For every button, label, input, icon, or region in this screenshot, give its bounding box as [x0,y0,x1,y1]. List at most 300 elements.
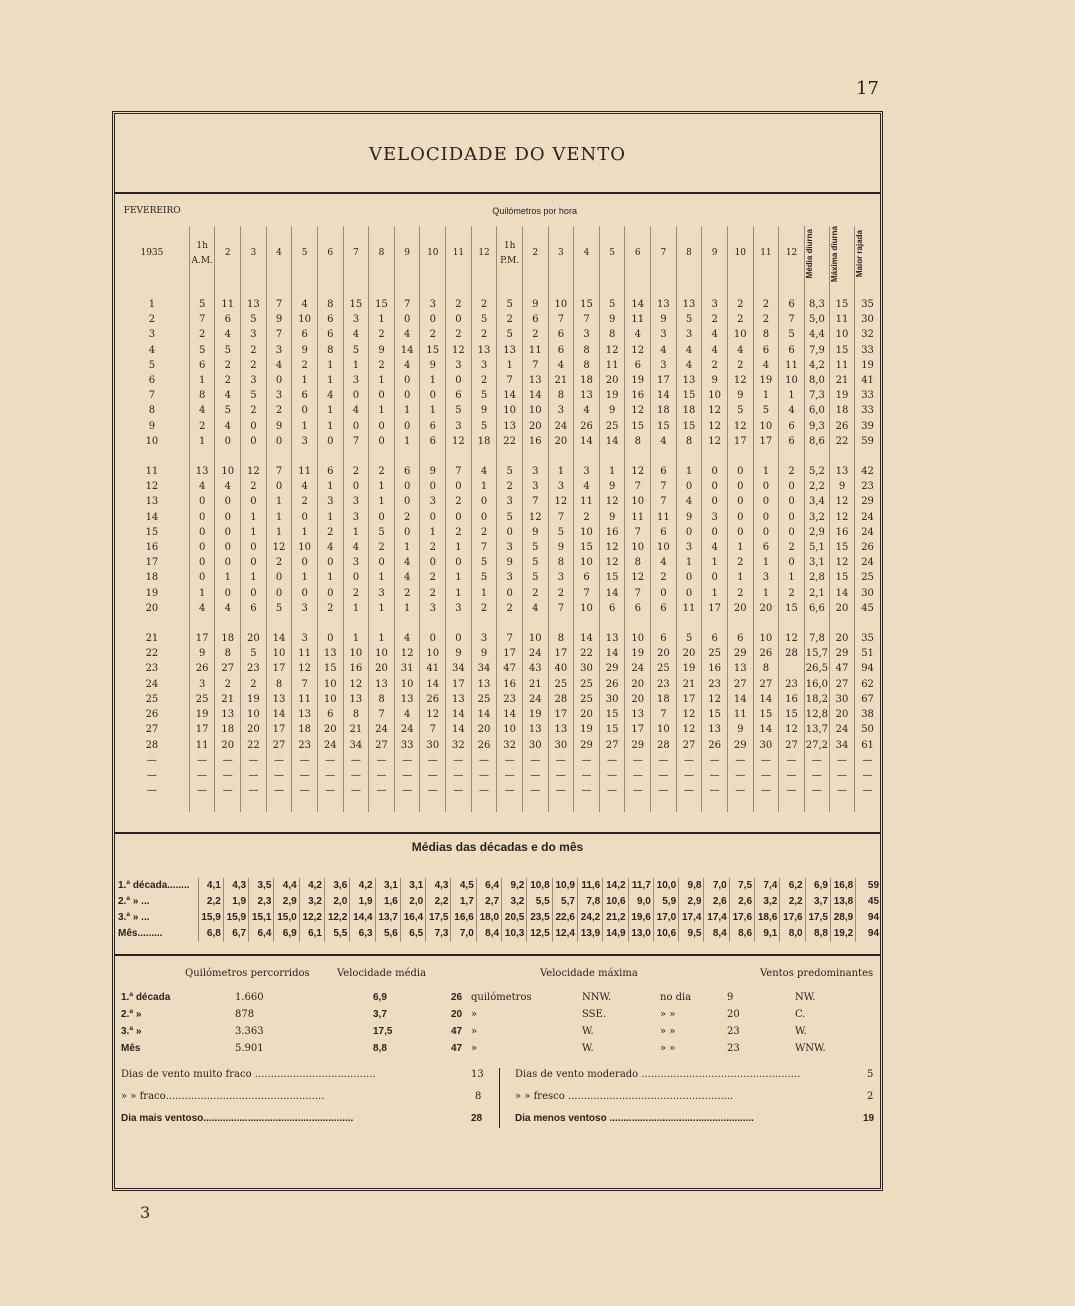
value-cell: 13 [317,646,343,661]
value-cell: 16 [599,525,625,540]
value-cell: 13 [522,722,548,737]
value-cell: 2 [779,586,805,601]
value-cell: 9 [420,358,446,373]
value-cell: 19 [599,388,625,403]
value-cell: 4 [394,631,420,646]
value-cell: 3 [266,388,292,403]
value-cell: 18 [215,631,241,646]
value-cell: 3 [266,343,292,358]
medias-value: 7,0 [704,878,729,894]
value-cell: 2 [446,525,472,540]
value-cell [779,661,805,676]
value-cell: 35 [855,631,880,646]
value-cell: 4 [215,601,241,616]
value-cell: 2 [266,403,292,418]
value-cell: 1 [369,631,395,646]
value-cell: 2 [266,555,292,570]
value-cell: 4 [574,403,600,418]
value-cell: 0 [702,525,728,540]
value-cell: 19 [625,646,651,661]
value-cell: 2 [727,312,753,327]
value-cell: 12 [599,494,625,509]
value-cell: 22 [497,434,523,449]
value-cell: 40 [548,661,574,676]
value-cell: 2 [215,373,241,388]
medias-value: 9,8 [679,878,704,894]
value-cell: 12 [599,555,625,570]
value-cell: 3 [343,494,369,509]
value-cell: 13 [702,722,728,737]
value-cell: 18 [574,373,600,388]
value-cell: 8 [574,358,600,373]
value-cell: 6 [625,601,651,616]
medias-value: 6,4 [249,926,274,942]
value-cell: 0 [727,525,753,540]
value-cell: 12,8 [804,707,829,722]
value-cell: 20 [727,601,753,616]
medias-value: 6,7 [223,926,248,942]
value-cell: 0 [446,555,472,570]
value-cell: 8 [317,297,343,312]
value-cell: 20 [599,373,625,388]
value-cell: 12 [676,722,702,737]
value-cell: 47 [829,661,854,676]
value-cell: 20 [215,738,241,753]
medias-value: 7,8 [577,894,602,910]
value-cell: 19 [574,722,600,737]
day-cell: 3 [148,329,156,341]
value-cell: 10 [369,646,395,661]
medias-value: 3,1 [400,878,425,894]
medias-value: 2,3 [249,894,274,910]
value-cell: 12 [727,419,753,434]
value-cell: 0 [317,555,343,570]
medias-value: 3,2 [502,894,527,910]
value-cell: 25 [574,677,600,692]
value-cell: 2 [702,312,728,327]
value-cell: 7,9 [804,343,829,358]
value-cell: 23 [292,738,318,753]
value-cell: 15 [676,388,702,403]
divider [115,832,880,834]
value-cell: 12 [702,434,728,449]
value-cell: 6 [446,388,472,403]
value-cell: 4 [651,555,677,570]
value-cell: 5 [497,327,523,342]
value-cell: 0 [651,586,677,601]
value-cell: 10 [522,403,548,418]
value-cell: 22 [241,738,267,753]
medias-value: 14,9 [603,926,628,942]
value-cell: 13 [471,677,497,692]
stat-header [804,226,829,282]
medias-value: 17,5 [805,910,830,926]
value-cell: 0 [394,388,420,403]
value-cell: 15 [574,540,600,555]
value-cell: 2 [420,540,446,555]
value-cell: 2 [420,586,446,601]
value-cell: 0 [753,479,779,494]
head-vp: Ventos predominantes [760,968,874,979]
medias-value: 10,8 [527,878,552,894]
data-body [115,282,880,812]
day-cell: 25 [145,693,159,705]
value-cell: 18 [651,403,677,418]
value-cell: 3 [292,631,318,646]
value-cell: 0 [394,525,420,540]
value-cell: 6 [241,601,267,616]
value-cell: 6 [702,631,728,646]
summary-day: 23 [727,1026,740,1037]
medias-value: 14,4 [350,910,375,926]
value-cell: 5 [446,403,472,418]
medias-value: 10,3 [502,926,527,942]
value-cell: 42 [855,464,880,479]
value-cell: 15 [651,419,677,434]
value-cell: 10 [317,692,343,707]
value-cell: 2 [753,312,779,327]
value-cell: 10 [548,297,574,312]
value-cell: 17 [727,434,753,449]
value-cell: 3 [497,540,523,555]
medias-row [115,878,881,894]
medias-value: 4,1 [198,878,223,894]
medias-value: 3,6 [324,878,349,894]
value-cell: 9 [548,540,574,555]
value-cell: 2 [241,677,267,692]
hour-header: 4 [574,226,600,282]
value-cell: 30 [548,738,574,753]
summary-day: 20 [727,1009,740,1020]
value-cell: 9 [266,419,292,434]
value-cell: 1 [317,570,343,585]
value-cell: 2 [702,358,728,373]
table-row [115,479,880,494]
value-cell: 12 [625,464,651,479]
medias-value: 19,2 [830,926,855,942]
stat-header [855,226,880,282]
value-cell: 13 [676,297,702,312]
value-cell: 51 [855,646,880,661]
medias-label: Mês......... [118,928,163,939]
summary-day: 9 [727,992,734,1003]
value-cell: 38 [855,707,880,722]
value-cell: 24 [317,738,343,753]
table-row [115,738,880,753]
stat-header-label: Média diurna [804,229,814,279]
value-cell: 0 [343,388,369,403]
value-cell: 4 [394,327,420,342]
value-cell: 0 [215,525,241,540]
value-cell: 0 [343,570,369,585]
value-cell: 4 [394,358,420,373]
medias-table [115,878,881,942]
medias-value: 13,7 [375,910,400,926]
value-cell: 8 [215,646,241,661]
value-cell: 14 [522,388,548,403]
value-cell: 4 [343,403,369,418]
value-cell: 15 [343,297,369,312]
medias-value: 8,4 [704,926,729,942]
value-cell: 0 [369,388,395,403]
muito-fraco-label: Dias de vento muito fraco ...................................... [121,1069,376,1080]
value-cell: 62 [855,677,880,692]
value-cell: 1 [343,358,369,373]
value-cell: 4 [343,540,369,555]
value-cell: 15 [574,297,600,312]
value-cell: 14 [625,297,651,312]
value-cell: 6 [779,434,805,449]
value-cell: 1 [189,373,215,388]
day-cell: 10 [145,435,159,447]
value-cell: 3 [548,403,574,418]
year-label: 1935 [140,248,164,259]
summary-dir: W. [582,1026,594,1037]
value-cell: 20 [522,419,548,434]
value-cell: 9 [471,403,497,418]
value-cell: 14 [599,646,625,661]
value-cell: 0 [189,494,215,509]
medias-value: 4,4 [274,878,299,894]
value-cell: 0 [292,586,318,601]
value-cell: 11 [625,510,651,525]
value-cell: 1 [446,540,472,555]
value-cell: 9 [599,403,625,418]
value-cell: 18 [651,692,677,707]
value-cell: 8 [369,692,395,707]
spacer-row [115,616,880,631]
value-cell: 30 [753,738,779,753]
value-cell: 15 [702,707,728,722]
value-cell: 14 [420,677,446,692]
medias-value: 7,5 [729,878,754,894]
value-cell: 13 [394,692,420,707]
medias-value: 24,2 [577,910,602,926]
head-vm: Velocidade média [337,968,427,979]
value-cell: 12 [446,343,472,358]
value-cell: 2 [471,601,497,616]
value-cell: 10 [497,403,523,418]
value-cell: 25 [855,570,880,585]
value-cell: 0 [394,312,420,327]
empty-row: — — — — — — — — — — — — — — — — — — — — — — — — — — — — [115,783,880,798]
table-row [115,434,880,449]
value-cell: 0 [266,373,292,388]
value-cell: 7 [446,464,472,479]
medias-value: 14,2 [603,878,628,894]
value-cell: 0 [369,419,395,434]
value-cell: 21 [548,373,574,388]
value-cell: 1 [369,312,395,327]
table-row [115,601,880,616]
value-cell: 6 [548,327,574,342]
value-cell: 24 [522,646,548,661]
value-cell: 1 [317,510,343,525]
value-cell: 7 [522,358,548,373]
value-cell: 39 [855,419,880,434]
value-cell: 1 [369,494,395,509]
empty-row: — — — — — — — — — — — — — — — — — — — — — — — — — — — — [115,768,880,783]
value-cell: 6 [625,358,651,373]
value-cell: 0 [343,419,369,434]
value-cell: 3 [446,358,472,373]
medias-value: 2,7 [476,894,501,910]
value-cell: 24 [855,510,880,525]
value-cell: 10 [241,707,267,722]
value-cell: 0 [189,510,215,525]
summary-dia: » » [660,1009,676,1020]
value-cell: 11 [522,343,548,358]
value-cell: 7,8 [804,631,829,646]
value-cell: 0 [753,525,779,540]
value-cell: 5 [522,570,548,585]
value-cell: 12 [779,722,805,737]
hour-header: 3 [548,226,574,282]
value-cell: 1 [317,373,343,388]
value-cell: 13 [369,677,395,692]
medias-value: 11,7 [628,878,653,894]
spacer-row [115,449,880,464]
value-cell: 12 [829,510,854,525]
value-cell: 2,9 [804,525,829,540]
medias-row [115,894,881,910]
value-cell: 16,0 [804,677,829,692]
value-cell: 8 [753,661,779,676]
hour-header: 10 [420,226,446,282]
value-cell: 13 [189,464,215,479]
value-cell: 30 [574,661,600,676]
value-cell: 0 [779,494,805,509]
value-cell: 4 [702,540,728,555]
value-cell: 3 [292,601,318,616]
value-cell: 24 [522,692,548,707]
value-cell: 7 [497,631,523,646]
day-cell: 6 [148,375,156,387]
value-cell: 0 [215,555,241,570]
value-cell: 1 [394,434,420,449]
value-cell: 1 [471,479,497,494]
value-cell: 1 [292,373,318,388]
value-cell: 6 [317,327,343,342]
value-cell: 13 [574,388,600,403]
medias-value: 5,6 [375,926,400,942]
summary-dir: SSE. [582,1009,607,1020]
day-cell: 9 [148,420,156,432]
value-cell: 17 [548,707,574,722]
value-cell: 7 [189,312,215,327]
hour-header: 4 [266,226,292,282]
value-cell: 10 [266,646,292,661]
value-cell: 7,3 [804,388,829,403]
value-cell: 31 [394,661,420,676]
summary-km: 878 [235,1009,255,1020]
value-cell: 2 [317,525,343,540]
medias-value: 13,0 [628,926,653,942]
value-cell: 20 [625,692,651,707]
fresco-value: 2 [867,1091,874,1102]
summary-dir: W. [582,1043,594,1054]
value-cell: 5 [215,343,241,358]
value-cell: 0 [420,555,446,570]
value-cell: 6 [779,343,805,358]
value-cell: 16 [702,661,728,676]
value-cell: 0 [727,479,753,494]
value-cell: 24 [625,661,651,676]
value-cell: 4 [215,388,241,403]
medias-value: 2,9 [274,894,299,910]
day-cell: 23 [145,663,159,675]
day-cell: 21 [145,633,159,645]
value-cell: 5,2 [804,464,829,479]
hour-header: 7 [651,226,677,282]
value-cell: 1 [727,540,753,555]
value-cell: 10 [727,327,753,342]
value-cell: 4 [215,479,241,494]
value-cell: 23 [497,692,523,707]
value-cell: 12 [394,646,420,661]
value-cell: 2 [241,403,267,418]
table-row [115,373,880,388]
value-cell: 0 [266,479,292,494]
value-cell: 15 [420,343,446,358]
value-cell: 1 [189,434,215,449]
divider [115,954,880,956]
medias-value: 10,6 [603,894,628,910]
value-cell: 21 [829,373,854,388]
medias-value: 2,6 [729,894,754,910]
value-cell: 3 [241,327,267,342]
value-cell: 1 [266,494,292,509]
value-cell: 2 [420,327,446,342]
menos-ventoso-value: 19 [863,1113,875,1124]
value-cell: 0 [215,510,241,525]
value-cell: 4 [394,570,420,585]
value-cell: 20 [651,646,677,661]
value-cell: 13 [497,343,523,358]
summary-vp: W. [795,1026,807,1037]
value-cell: 3 [651,327,677,342]
value-cell: 13 [215,707,241,722]
medias-value: 15,0 [274,910,299,926]
value-cell: 20 [829,601,854,616]
medias-value: 4,3 [426,878,451,894]
value-cell: 1 [369,403,395,418]
value-cell: 13 [599,631,625,646]
value-cell: 11 [829,358,854,373]
value-cell: 5 [471,419,497,434]
value-cell: 3 [548,570,574,585]
value-cell: 0 [727,464,753,479]
value-cell: 21 [343,722,369,737]
medias-value: 5,5 [324,926,349,942]
value-cell: 13,7 [804,722,829,737]
value-cell: 6 [753,343,779,358]
value-cell: 2 [779,464,805,479]
value-cell: 32 [446,738,472,753]
medias-value: 8,4 [476,926,501,942]
value-cell: 0 [420,312,446,327]
moderado-label: Dias de vento moderado .................................................. [515,1069,801,1080]
value-cell: 3 [420,494,446,509]
medias-value: 17,0 [653,910,678,926]
value-cell: 24 [394,722,420,737]
value-cell: 6 [189,358,215,373]
value-cell: 2 [292,494,318,509]
value-cell: 24 [855,555,880,570]
value-cell: 28 [779,646,805,661]
hour-header: 10 [727,226,753,282]
value-cell: 17 [702,601,728,616]
